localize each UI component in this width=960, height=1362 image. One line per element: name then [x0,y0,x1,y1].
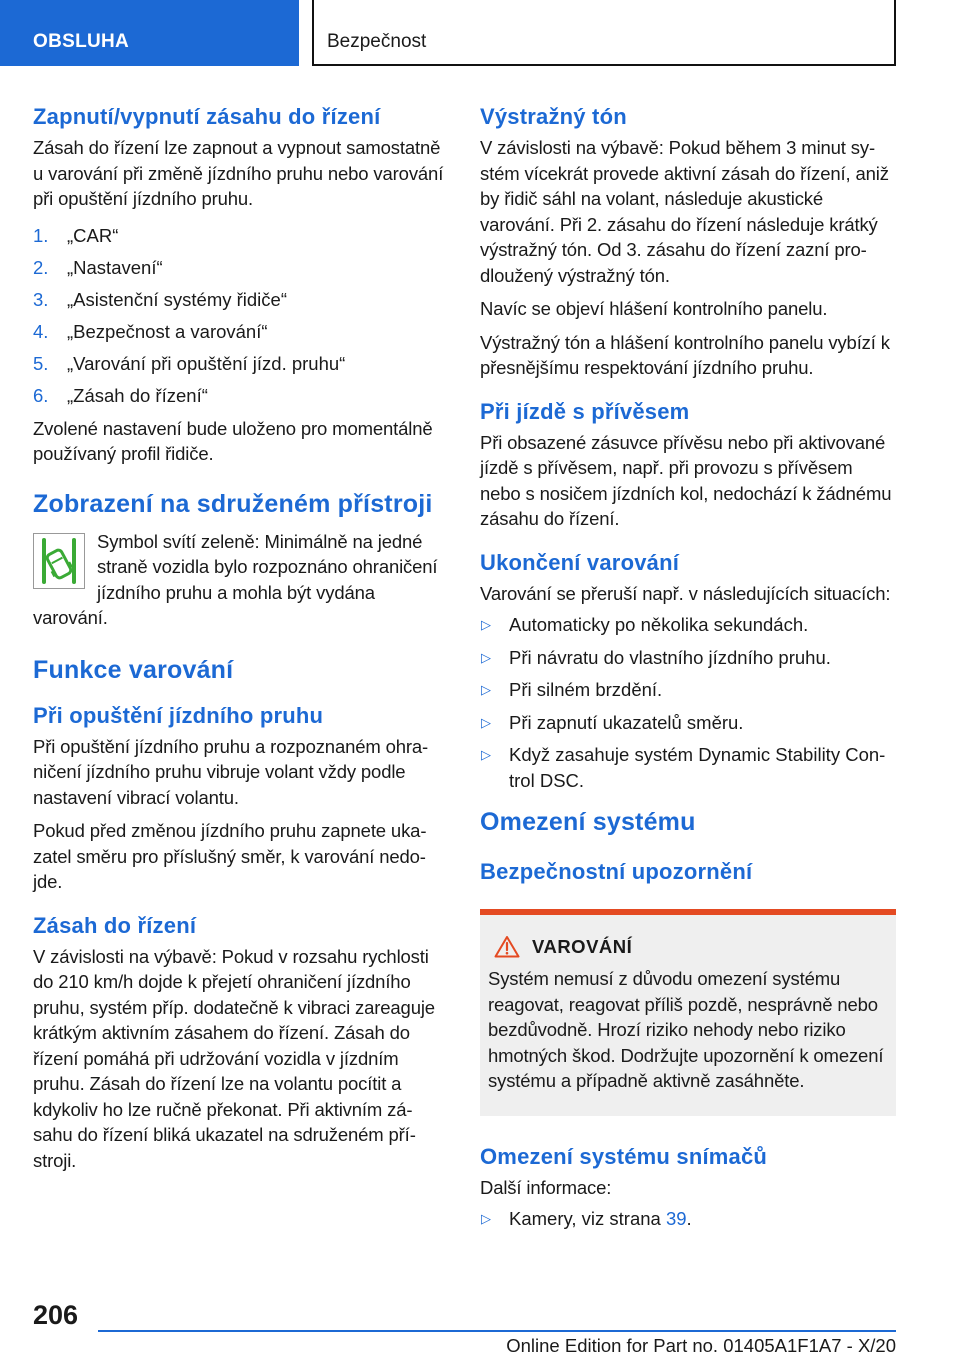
heading-system-limits: Omezení systému [480,808,696,836]
list-item: ▷ Když zasahuje systém Dynamic Stability Control DSC. [481,744,886,791]
paragraph-warning-tone-3: Výstražný tón a hlášení kontrolního panelu vybízí k přesnějšímu respektování jízdního pruhu. [480,331,890,378]
paragraph-more-info: Další informace: [480,1176,612,1198]
triangle-bullet-icon: ▷ [481,682,491,697]
warning-title: VAROVÁNÍ [532,935,633,957]
triangle-bullet-icon: ▷ [481,1211,491,1226]
settings-steps-list [33,220,445,412]
triangle-bullet-icon: ▷ [481,617,491,632]
heading-sensor-limits: Omezení systému snímačů [480,1143,768,1169]
right-column [480,100,896,1239]
lane-departure-icon [33,533,85,589]
heading-warning-tone: Výstražný tón [480,104,627,129]
warning-end-list [480,612,896,793]
sensor-list [480,1206,896,1232]
warning-box [480,909,896,1116]
paragraph-leaving-lane-2: Pokud před změnou jízdního pruhu zapnete ukazatel směru pro příslušný směr, k varování nedojde. [33,820,427,892]
paragraph-symbol-description: Symbol svítí zeleně: Minimálně na jedné straně vozidla bylo rozpoznáno ohraničení jízdního pruhu a mohla být vydána varování. [33,530,438,628]
paragraph-saved-setting: Zvolené nastavení bude uloženo pro momentálně používaný profil řidiče. [33,417,433,464]
heading-leaving-lane: Při opuštění jízdního pruhu [33,702,324,728]
list-item: ▷ Automaticky po několika sekundách. [480,612,896,638]
list-item: 1. „CAR“ [33,224,119,246]
left-column [33,100,445,1173]
list-item: ▷ Při silném brzdění. [480,677,896,703]
footer-edition: Online Edition for Part no. 01405A1F1A7 - X/20 [506,1335,896,1356]
heading-warning-functions: Funkce varování [33,655,234,684]
list-item: ▷ Kamery, viz strana 39. [480,1206,896,1232]
footer-divider [98,1330,896,1332]
paragraph-leaving-lane-1: Při opuštění jízdního pruhu a rozpoznaném ohraničení jízdního pruhu vibruje volant vždy podle nastavení vibrací volantu. [33,735,429,808]
heading-steering-intervention: Zásah do řízení [33,912,197,938]
heading-trailer: Při jízdě s přívěsem [480,398,690,424]
paragraph-warning-end: Varování se přeruší např. v následujících situacích: [480,582,891,604]
list-item: 3. „Asistenční systémy řidiče“ [33,288,287,310]
paragraph-warning-tone-1: V závislosti na výbavě: Pokud během 3 minut systém vícekrát provede aktivní zásah do řízení, aniž by řidič sáhl na volant, následuje akustické varování. Při 2. zásahu do řízení následuje krátký výstražný tón. Od 3. zásahu do řízení zazní prodloužený výstražný tón. [480,137,889,286]
header-chapter-tab [312,0,896,66]
triangle-bullet-icon: ▷ [481,714,491,730]
heading-safety-notes: Bezpečnostní upozornění [480,859,753,884]
page-reference-link[interactable]: 39 [665,1208,687,1229]
list-item: 6. „Zásah do řízení“ [33,384,208,406]
list-item: ▷ Při zapnutí ukazatelů směru. [480,710,896,736]
paragraph-toggle-intervention: Zásah do řízení lze zapnout a vypnout samostatně u varování při změně jízdního pruhu nebo varování při opuštění jízdního pruhu. [33,137,444,209]
heading-cluster-display: Zobrazení na sdruženém přístroji [33,489,433,518]
list-item: ▷ Při návratu do vlastního jízdního pruhu. [480,645,896,671]
page-number: 206 [33,1300,79,1330]
symbol-block [33,529,445,631]
paragraph-trailer: Při obsazené zásuvce přívěsu nebo při aktivované jízdě s přívěsem, např. při provozu s přívěsem nebo s nosičem jízdních kol, nedochází k žádnému zásahu do řízení. [480,431,892,529]
header-section-tab [0,0,299,66]
header-section-label: OBSLUHA [33,31,130,52]
paragraph-warning-tone-2: Navíc se objeví hlášení kontrolního panelu. [480,298,828,319]
paragraph-steering-intervention: V závislosti na výbavě: Pokud v rozsahu rychlosti do 210 km/h dojde k přejetí ohraničení jízdního pruhu, systém příp. dodatečně k vibraci zareaguje krátkým aktivním zásahem do řízení. Zásah do řízení pomáhá při udržování vozidla v jízdním pruhu. Zásah do řízení lze na volantu pocítit a kdykoliv ho lze ručně překonat. Při aktivním zásahu do řízení bliká ukazatel na sdruženém přístroji. [33,945,435,1171]
list-item: 5. „Varování při opuštění jízd. pruhu“ [33,352,346,374]
header-chapter-label: Bezpečnost [327,31,427,52]
triangle-bullet-icon: ▷ [481,747,491,762]
warning-text: Systém nemusí z důvodu omezení systému reagovat, reagovat příliš pozdě, nesprávně nebo bezdůvodně. Hrozí riziko nehody nebo riziko hmotných škod. Dodržujte upozornění k omezení systému a případně aktivně zasáhněte. [488,968,884,1091]
warning-header [494,935,888,958]
triangle-bullet-icon: ▷ [481,649,491,665]
warning-triangle-icon [494,935,520,958]
heading-warning-end: Ukončení varování [480,549,680,575]
list-item: 4. „Bezpečnost a varování“ [33,320,268,342]
list-item: 2. „Nastavení“ [33,256,163,278]
heading-toggle-intervention: Zapnutí/vypnutí zásahu do řízení [33,104,381,129]
